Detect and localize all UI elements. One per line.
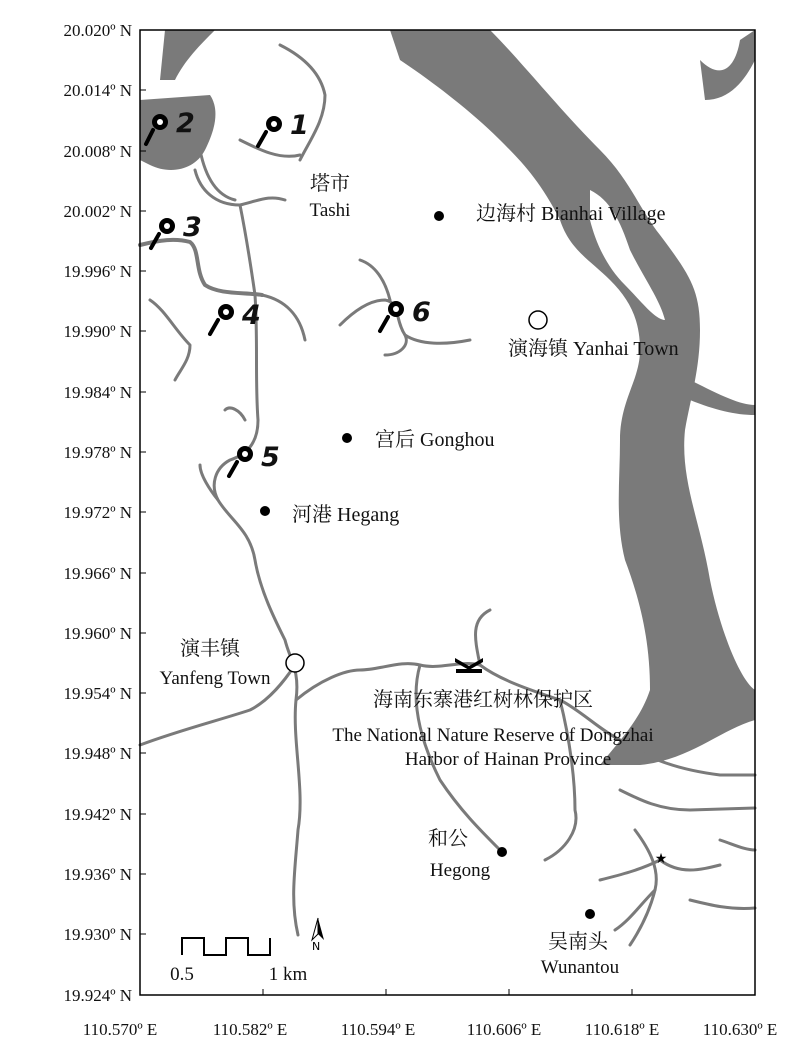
place-reserve-en1: The National Nature Reserve of Dongzhai (332, 725, 654, 746)
y-tick-label: 19.936º N (63, 865, 132, 884)
y-tick-label: 20.020º N (63, 21, 132, 40)
x-axis (83, 989, 778, 1039)
x-tick-label: 110.570º E (82, 1020, 158, 1039)
x-tick-label: 110.582º E (212, 1020, 288, 1039)
y-tick-label: 19.996º N (63, 262, 132, 281)
site-marker (210, 300, 261, 334)
y-tick-label: 19.924º N (63, 986, 132, 1005)
place-wunantou-cn: 吴南头 (548, 931, 608, 953)
y-tick-label: 19.966º N (63, 564, 132, 583)
channel-ne-branch (700, 30, 755, 100)
y-tick-label: 19.972º N (63, 503, 132, 522)
x-tick-label: 110.606º E (466, 1020, 542, 1039)
site-label: 2 (176, 108, 195, 139)
site-marker (258, 110, 309, 146)
y-tick-label: 19.942º N (63, 805, 132, 824)
north-arrow-icon (312, 918, 324, 953)
site-label: 3 (183, 212, 202, 243)
x-tick-label: 110.594º E (340, 1020, 416, 1039)
place-wunantou-en: Wunantou (540, 957, 620, 978)
place-yanhai: 演海镇 Yanhai Town (508, 338, 679, 360)
y-tick-label: 20.008º N (63, 142, 132, 161)
place-reserve-en2: Harbor of Hainan Province (404, 749, 612, 770)
y-tick-label: 19.990º N (63, 322, 132, 341)
y-tick-label: 19.978º N (63, 443, 132, 462)
town-circle (529, 311, 547, 329)
site-label: 4 (242, 300, 261, 331)
place-hegong-en: Hegong (429, 860, 491, 881)
y-axis (63, 21, 146, 1005)
place-bianhai: 边海村 Bianhai Village (476, 203, 666, 225)
place-tashi-cn: 塔市 (310, 173, 350, 195)
village-dot (260, 506, 270, 516)
place-gonghou: 宫后 Gonghou (375, 429, 495, 451)
village-dot (434, 211, 444, 221)
place-yanfeng-en: Yanfeng Town (159, 668, 271, 689)
y-tick-label: 19.960º N (63, 624, 132, 643)
channel-east-branch (690, 380, 755, 415)
place-reserve-cn: 海南东寨港红树林保护区 (373, 689, 593, 711)
place-hegang: 河港 Hegang (292, 504, 400, 526)
place-tashi-en: Tashi (309, 200, 351, 221)
star-icon: ★ (654, 851, 668, 867)
place-yanfeng-cn: 演丰镇 (180, 638, 240, 660)
y-tick-label: 20.002º N (63, 202, 132, 221)
y-tick-label: 20.014º N (63, 81, 132, 100)
village-dot (342, 433, 352, 443)
site-label: 1 (290, 110, 309, 141)
village-dot (585, 909, 595, 919)
x-tick-label: 110.630º E (702, 1020, 778, 1039)
west-bay-north (160, 30, 215, 80)
town-circle (286, 654, 304, 672)
north-label: N (312, 940, 321, 953)
x-tick-label: 110.618º E (584, 1020, 660, 1039)
site-label: 5 (261, 442, 280, 473)
place-hegong-cn: 和公 (428, 828, 468, 850)
scale-left-label: 0.5 (170, 964, 194, 985)
scale-bar (170, 938, 307, 985)
y-tick-label: 19.930º N (63, 925, 132, 944)
y-tick-label: 19.948º N (63, 744, 132, 763)
scale-right-label: 1 km (268, 964, 308, 985)
village-dot (497, 847, 507, 857)
y-tick-label: 19.954º N (63, 684, 132, 703)
site-marker (229, 442, 280, 476)
y-tick-label: 19.984º N (63, 383, 132, 402)
site-label: 6 (412, 297, 431, 328)
